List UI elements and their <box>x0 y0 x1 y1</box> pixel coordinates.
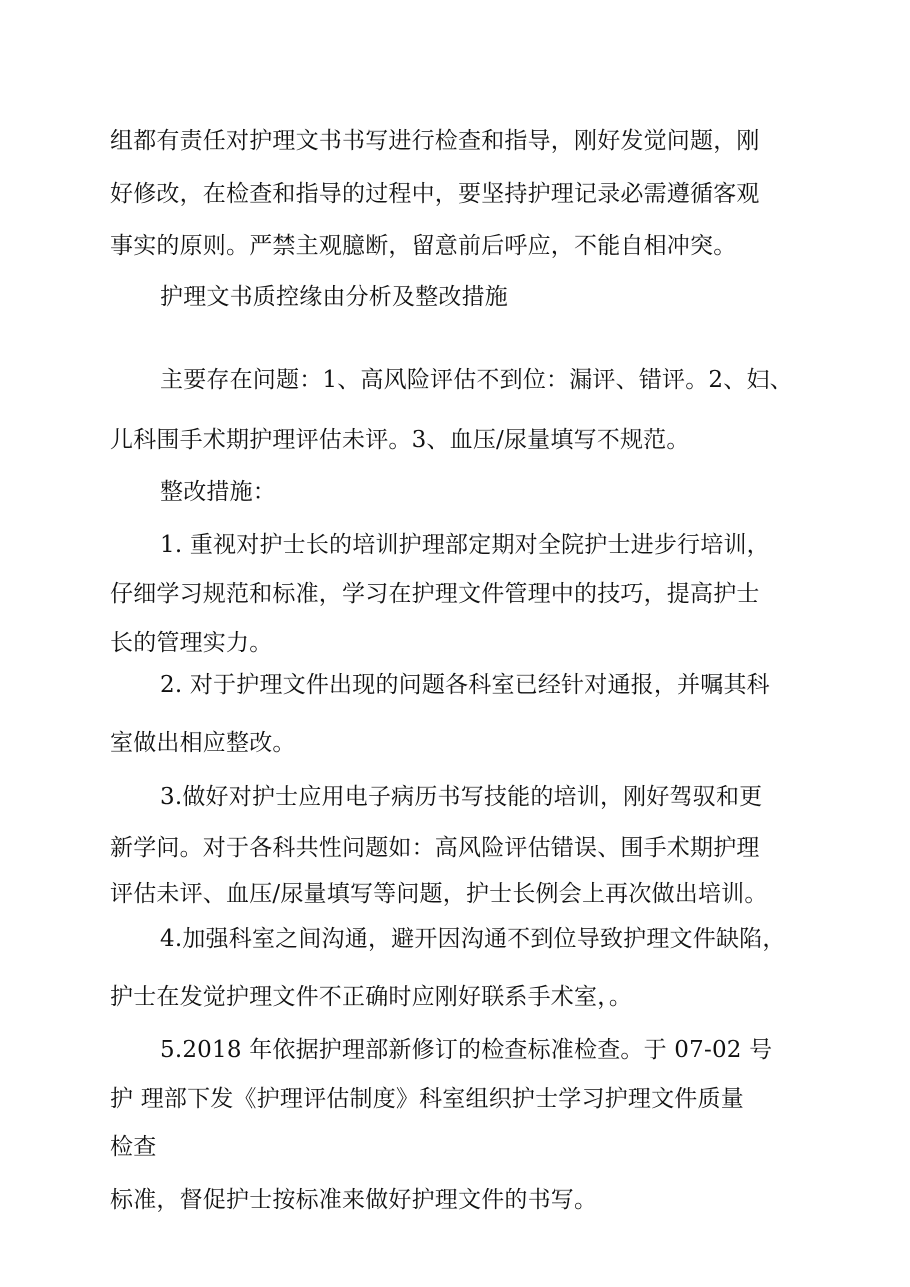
list-item: 5.2018 年依据护理部新修订的检查标准检查。于 07-02 号 <box>160 1037 773 1063</box>
paragraph-line: 组都有责任对护理文书书写进行检查和指导，刚好发觉问题，刚 <box>110 128 760 154</box>
paragraph-line: 护 理部下发《护理评估制度》科室组织护士学习护理文件质量 <box>110 1086 744 1112</box>
list-item: 1. 重视对护士长的培训护理部定期对全院护士进步行培训， <box>160 532 770 558</box>
paragraph-line: 事实的原则。严禁主观臆断，留意前后呼应，不能自相冲突。 <box>110 233 737 259</box>
paragraph-line: 主要存在问题：1、高风险评估不到位：漏评、错评。2、妇、 <box>160 367 793 393</box>
section-heading: 护理文书质控缘由分析及整改措施 <box>160 284 508 310</box>
paragraph-line: 室做出相应整改。 <box>110 730 296 756</box>
paragraph-line: 新学问。对于各科共性问题如：高风险评估错误、围手术期护理 <box>110 835 760 861</box>
paragraph-line: 评估未评、血压/尿量填写等问题，护士长例会上再次做出培训。 <box>110 881 768 907</box>
list-item: 3.做好对护士应用电子病历书写技能的培训，刚好驾驭和更 <box>160 784 763 810</box>
paragraph-line: 长的管理实力。 <box>110 630 273 656</box>
paragraph-line: 儿科围手术期护理评估未评。3、血压/尿量填写不规范。 <box>110 427 690 453</box>
paragraph-line: 检查 <box>110 1134 157 1160</box>
paragraph-line: 护士在发觉护理文件不正确时应刚好联系手术室，。 <box>110 984 633 1010</box>
list-item: 2. 对于护理文件出现的问题各科室已经针对通报，并嘱其科 <box>160 672 770 698</box>
subheading: 整改措施： <box>160 479 276 505</box>
paragraph-line: 仔细学习规范和标准，学习在护理文件管理中的技巧，提高护士 <box>110 581 760 607</box>
paragraph-line: 标准，督促护士按标准来做好护理文件的书写。 <box>110 1187 598 1213</box>
paragraph-line: 好修改，在检查和指导的过程中，要坚持护理记录必需遵循客观 <box>110 181 760 207</box>
list-item: 4.加强科室之间沟通，避开因沟通不到位导致护理文件缺陷， <box>160 926 786 952</box>
